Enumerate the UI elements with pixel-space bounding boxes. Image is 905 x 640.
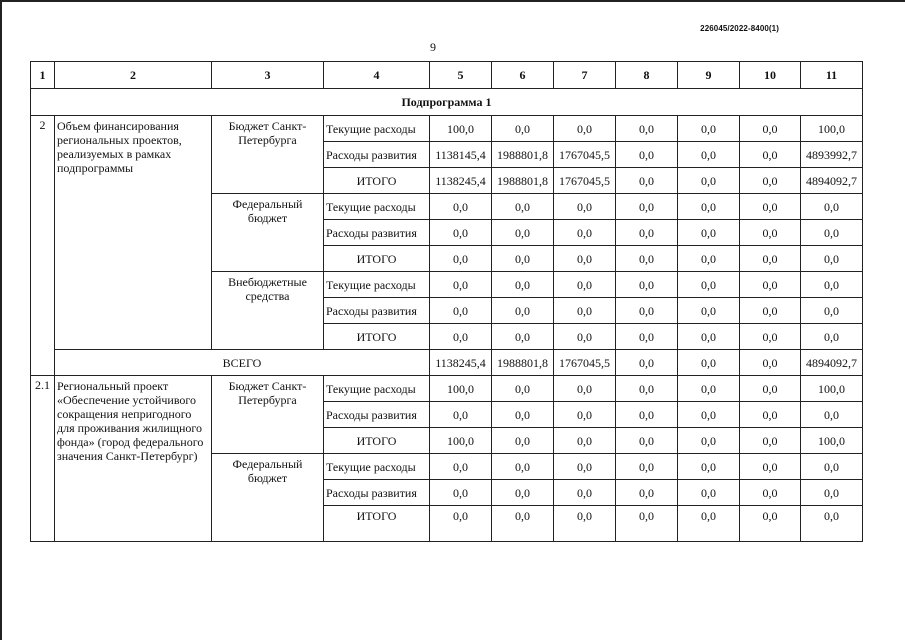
expense-type: ИТОГО xyxy=(324,168,430,194)
value-cell: 0,0 xyxy=(678,298,740,324)
value-cell: 0,0 xyxy=(554,272,616,298)
value-cell: 0,0 xyxy=(616,480,678,506)
value-cell: 0,0 xyxy=(801,402,863,428)
value-cell: 1988801,8 xyxy=(492,142,554,168)
value-cell: 0,0 xyxy=(554,428,616,454)
funding-source: Федеральный бюджет xyxy=(212,454,324,542)
value-cell: 0,0 xyxy=(678,428,740,454)
value-cell: 0,0 xyxy=(678,376,740,402)
expense-type: Текущие расходы xyxy=(324,194,430,220)
table-row xyxy=(31,376,863,402)
value-cell: 0,0 xyxy=(616,220,678,246)
section-2-1-object: Региональный проект «Обеспечение устойчивого сокращения непригодного для проживания жилищного фонда» (город федерального значения Санкт-Петербург) xyxy=(55,376,212,542)
value-cell: 1138245,4 xyxy=(430,168,492,194)
value-cell: 0,0 xyxy=(430,298,492,324)
value-cell: 0,0 xyxy=(616,324,678,350)
expense-type: Текущие расходы xyxy=(324,116,430,142)
value-cell: 0,0 xyxy=(678,246,740,272)
expense-type: ИТОГО xyxy=(324,246,430,272)
value-cell: 100,0 xyxy=(430,428,492,454)
column-header: 3 xyxy=(212,62,324,89)
value-cell: 100,0 xyxy=(801,428,863,454)
value-cell: 0,0 xyxy=(616,506,678,542)
value-cell: 0,0 xyxy=(740,194,801,220)
value-cell: 0,0 xyxy=(740,220,801,246)
value-cell: 0,0 xyxy=(430,454,492,480)
column-header: 1 xyxy=(31,62,55,89)
funding-source: Федеральный бюджет xyxy=(212,194,324,272)
expense-type: Расходы развития xyxy=(324,142,430,168)
value-cell: 0,0 xyxy=(616,298,678,324)
value-cell: 0,0 xyxy=(430,324,492,350)
value-cell: 0,0 xyxy=(554,116,616,142)
value-cell: 0,0 xyxy=(430,480,492,506)
value-cell: 0,0 xyxy=(616,454,678,480)
value-cell: 0,0 xyxy=(678,168,740,194)
value-cell: 0,0 xyxy=(801,324,863,350)
column-header: 8 xyxy=(616,62,678,89)
column-number-row xyxy=(31,62,863,89)
financing-table xyxy=(30,61,863,542)
scan-frame-top xyxy=(0,0,905,2)
value-cell: 0,0 xyxy=(740,116,801,142)
value-cell: 1767045,5 xyxy=(554,142,616,168)
column-header: 9 xyxy=(678,62,740,89)
value-cell: 0,0 xyxy=(616,376,678,402)
value-cell: 0,0 xyxy=(801,480,863,506)
value-cell: 0,0 xyxy=(616,142,678,168)
value-cell: 4894092,7 xyxy=(801,168,863,194)
total-row xyxy=(31,350,863,376)
value-cell: 0,0 xyxy=(430,272,492,298)
value-cell: 0,0 xyxy=(554,376,616,402)
section-2-1-number: 2.1 xyxy=(31,376,55,542)
column-header: 7 xyxy=(554,62,616,89)
subprogram-title: Подпрограмма 1 xyxy=(31,89,863,116)
value-cell: 0,0 xyxy=(554,246,616,272)
value-cell: 0,0 xyxy=(554,220,616,246)
value-cell: 1988801,8 xyxy=(492,168,554,194)
expense-type: Расходы развития xyxy=(324,480,430,506)
value-cell: 0,0 xyxy=(492,116,554,142)
value-cell: 100,0 xyxy=(801,116,863,142)
value-cell: 0,0 xyxy=(801,194,863,220)
page-number: 9 xyxy=(430,40,436,54)
table-body xyxy=(31,62,863,542)
column-header: 6 xyxy=(492,62,554,89)
value-cell: 0,0 xyxy=(740,402,801,428)
value-cell: 100,0 xyxy=(801,376,863,402)
value-cell: 0,0 xyxy=(740,168,801,194)
subprogram-row xyxy=(31,89,863,116)
expense-type: ИТОГО xyxy=(324,428,430,454)
value-cell: 0,0 xyxy=(616,168,678,194)
total-value-cell: 0,0 xyxy=(616,350,678,376)
section-2-object: Объем финансирования региональных проектов, реализуемых в рамках подпрограммы xyxy=(55,116,212,350)
value-cell: 0,0 xyxy=(678,506,740,542)
value-cell: 0,0 xyxy=(492,506,554,542)
value-cell: 0,0 xyxy=(678,272,740,298)
scan-frame-left xyxy=(0,0,2,640)
total-value-cell: 0,0 xyxy=(678,350,740,376)
value-cell: 0,0 xyxy=(554,454,616,480)
value-cell: 0,0 xyxy=(678,194,740,220)
funding-source: Бюджет Санкт-Петербурга xyxy=(212,116,324,194)
value-cell: 0,0 xyxy=(430,402,492,428)
value-cell: 0,0 xyxy=(616,402,678,428)
value-cell: 0,0 xyxy=(801,506,863,542)
value-cell: 0,0 xyxy=(678,220,740,246)
value-cell: 0,0 xyxy=(492,324,554,350)
column-header: 11 xyxy=(801,62,863,89)
column-header: 4 xyxy=(324,62,430,89)
value-cell: 4893992,7 xyxy=(801,142,863,168)
value-cell: 0,0 xyxy=(492,220,554,246)
value-cell: 0,0 xyxy=(740,142,801,168)
funding-source: Бюджет Санкт-Петербурга xyxy=(212,376,324,454)
total-value-cell: 0,0 xyxy=(740,350,801,376)
value-cell: 0,0 xyxy=(616,194,678,220)
value-cell: 0,0 xyxy=(554,194,616,220)
expense-type: Текущие расходы xyxy=(324,272,430,298)
value-cell: 0,0 xyxy=(801,272,863,298)
total-value-cell: 4894092,7 xyxy=(801,350,863,376)
total-label: ВСЕГО xyxy=(55,350,430,376)
expense-type: Расходы развития xyxy=(324,220,430,246)
total-value-cell: 1767045,5 xyxy=(554,350,616,376)
value-cell: 100,0 xyxy=(430,376,492,402)
value-cell: 0,0 xyxy=(554,324,616,350)
value-cell: 0,0 xyxy=(678,480,740,506)
value-cell: 0,0 xyxy=(801,298,863,324)
column-header: 10 xyxy=(740,62,801,89)
value-cell: 100,0 xyxy=(430,116,492,142)
value-cell: 0,0 xyxy=(554,402,616,428)
value-cell: 0,0 xyxy=(430,220,492,246)
funding-source: Внебюджетные средства xyxy=(212,272,324,350)
value-cell: 0,0 xyxy=(430,506,492,542)
value-cell: 0,0 xyxy=(616,428,678,454)
value-cell: 0,0 xyxy=(492,454,554,480)
value-cell: 0,0 xyxy=(740,324,801,350)
value-cell: 0,0 xyxy=(492,428,554,454)
expense-type: ИТОГО xyxy=(324,324,430,350)
total-value-cell: 1988801,8 xyxy=(492,350,554,376)
value-cell: 0,0 xyxy=(740,506,801,542)
value-cell: 1767045,5 xyxy=(554,168,616,194)
column-header: 2 xyxy=(55,62,212,89)
expense-type: Текущие расходы xyxy=(324,376,430,402)
value-cell: 0,0 xyxy=(801,246,863,272)
value-cell: 0,0 xyxy=(430,194,492,220)
value-cell: 1138145,4 xyxy=(430,142,492,168)
value-cell: 0,0 xyxy=(678,324,740,350)
value-cell: 0,0 xyxy=(678,142,740,168)
value-cell: 0,0 xyxy=(554,480,616,506)
value-cell: 0,0 xyxy=(554,298,616,324)
value-cell: 0,0 xyxy=(492,272,554,298)
value-cell: 0,0 xyxy=(430,246,492,272)
value-cell: 0,0 xyxy=(492,402,554,428)
value-cell: 0,0 xyxy=(492,194,554,220)
value-cell: 0,0 xyxy=(492,246,554,272)
value-cell: 0,0 xyxy=(678,402,740,428)
value-cell: 0,0 xyxy=(554,506,616,542)
document-number: 226045/2022-8400(1) xyxy=(700,24,779,33)
expense-type: Текущие расходы xyxy=(324,454,430,480)
value-cell: 0,0 xyxy=(740,246,801,272)
value-cell: 0,0 xyxy=(740,272,801,298)
value-cell: 0,0 xyxy=(616,246,678,272)
value-cell: 0,0 xyxy=(678,116,740,142)
value-cell: 0,0 xyxy=(616,272,678,298)
value-cell: 0,0 xyxy=(492,376,554,402)
value-cell: 0,0 xyxy=(801,220,863,246)
column-header: 5 xyxy=(430,62,492,89)
value-cell: 0,0 xyxy=(740,298,801,324)
expense-type: Расходы развития xyxy=(324,298,430,324)
value-cell: 0,0 xyxy=(740,376,801,402)
value-cell: 0,0 xyxy=(740,454,801,480)
section-2-number: 2 xyxy=(31,116,55,376)
total-value-cell: 1138245,4 xyxy=(430,350,492,376)
value-cell: 0,0 xyxy=(492,298,554,324)
value-cell: 0,0 xyxy=(492,480,554,506)
value-cell: 0,0 xyxy=(740,480,801,506)
value-cell: 0,0 xyxy=(801,454,863,480)
table-row xyxy=(31,116,863,142)
value-cell: 0,0 xyxy=(678,454,740,480)
expense-type: ИТОГО xyxy=(324,506,430,542)
value-cell: 0,0 xyxy=(740,428,801,454)
expense-type: Расходы развития xyxy=(324,402,430,428)
value-cell: 0,0 xyxy=(616,116,678,142)
